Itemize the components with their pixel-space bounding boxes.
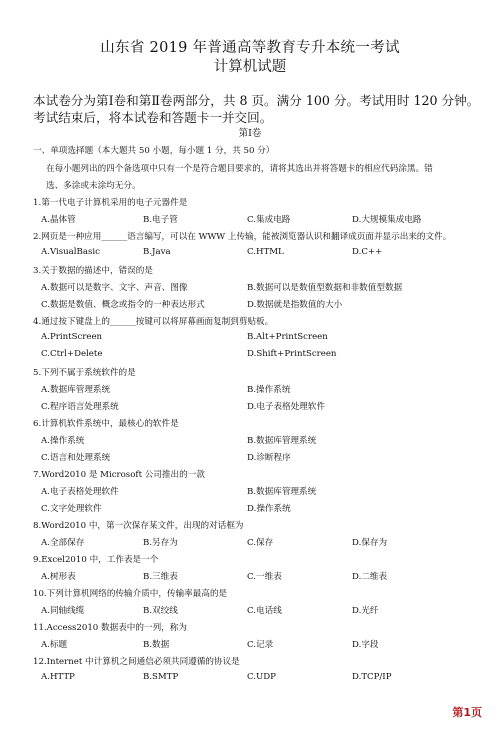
option-a: A.全部保存 <box>41 538 85 548</box>
option-b: B.数据可以是数值型数据和非数值型数据 <box>247 283 403 293</box>
intro-line: 考试结束后，将本试卷和答题卡一并交回。 <box>33 110 273 125</box>
option-d: D.TCP/IP <box>352 672 392 682</box>
option-a: A.数据库管理系统 <box>41 385 111 395</box>
question-stem: 11.Access2010 数据表中的一列，称为 <box>33 623 187 633</box>
question-stem: 12.Internet 中计算机之间通信必须共同遵循的协议是 <box>33 657 240 667</box>
option-c: C.保存 <box>247 538 274 548</box>
intro-line: 本试卷分为第Ⅰ卷和第Ⅱ卷两部分，共 8 页。满分 100 分。考试用时 120 分钟。 <box>33 93 480 108</box>
option-d: D.大规模集成电路 <box>352 215 422 225</box>
option-b: B.三维表 <box>143 572 178 582</box>
question-stem: 3.关于数据的描述中，错误的是 <box>33 266 153 276</box>
option-a: A.VisualBasic <box>41 247 100 257</box>
page-number: 第1页 <box>452 706 482 719</box>
option-d: D.二维表 <box>352 572 388 582</box>
option-c: C.电话线 <box>247 606 282 616</box>
option-b: B.数据 <box>143 640 170 650</box>
option-a: A.同轴线缆 <box>41 606 85 616</box>
option-a: A.标题 <box>41 640 68 650</box>
option-d: D.光纤 <box>352 606 379 616</box>
option-d: D.保存为 <box>352 538 388 548</box>
option-b: B.数据库管理系统 <box>247 436 317 446</box>
option-b: B.SMTP <box>143 672 179 682</box>
instructions-line: 在每小题列出的四个备选项中只有一个是符合题目要求的，请将其选出并将答题卡的相应代码涂黑。错 <box>46 164 433 174</box>
question-stem: 4.通过按下键盘上的______按键可以将屏幕画面复制到剪贴板。 <box>33 317 274 327</box>
option-b: B.另存为 <box>143 538 178 548</box>
option-a: A.PrintScreen <box>41 332 103 342</box>
option-c: C.HTML <box>247 247 284 257</box>
option-c: C.记录 <box>247 640 274 650</box>
option-b: B.操作系统 <box>247 385 291 395</box>
option-c: C.Ctrl+Delete <box>41 349 103 359</box>
option-c: C.文字处理软件 <box>41 504 102 514</box>
instructions-line: 选、多涂或未涂均无分。 <box>46 181 141 191</box>
option-c: C.数据是数值、概念或指令的一种表达形式 <box>41 300 205 310</box>
option-c: C.程序语言处理系统 <box>41 402 119 412</box>
option-a: A.晶体管 <box>41 215 76 225</box>
question-stem: 5.下列不属于系统软件的是 <box>33 368 136 378</box>
option-d: D.电子表格处理软件 <box>247 402 326 412</box>
option-b: B.数据库管理系统 <box>247 487 317 497</box>
option-d: D.操作系统 <box>247 504 291 514</box>
question-stem: 1.第一代电子计算机采用的电子元器件是 <box>33 198 188 208</box>
option-c: C.UDP <box>247 672 276 682</box>
exam-title: 山东省 2019 年普通高等教育专升本统一考试 <box>100 40 400 56</box>
part-heading: 一、单项选择题（本大题共 50 小题，每小题 1 分，共 50 分） <box>33 146 275 156</box>
question-stem: 7.Word2010 是 Microsoft 公司推出的一款 <box>33 470 205 480</box>
question-stem: 2.网页是一种应用______语言编写，可以在 WWW 上传输，能被浏览器认识和翻译成页面并显示出来的文件。 <box>33 232 452 242</box>
option-b: B.Java <box>143 247 171 257</box>
question-stem: 9.Excel2010 中，工作表是一个 <box>33 555 159 565</box>
option-a: A.树形表 <box>41 572 76 582</box>
section-title: 第Ⅰ卷 <box>238 128 262 139</box>
option-c: C.集成电路 <box>247 215 291 225</box>
option-a: A.数据可以是数字、文字、声音、图像 <box>41 283 188 293</box>
option-d: D.Shift+PrintScreen <box>247 349 337 359</box>
option-b: B.Alt+PrintScreen <box>247 332 328 342</box>
option-a: A.HTTP <box>41 672 75 682</box>
option-a: A.操作系统 <box>41 436 85 446</box>
option-b: B.电子管 <box>143 215 178 225</box>
option-d: D.数据就是指数值的大小 <box>247 300 343 310</box>
option-d: D.C++ <box>352 247 383 257</box>
option-b: B.双绞线 <box>143 606 178 616</box>
question-stem: 10.下列计算机网络的传输介质中，传输率最高的是 <box>33 589 228 599</box>
option-a: A.电子表格处理软件 <box>41 487 119 497</box>
option-d: D.字段 <box>352 640 379 650</box>
question-stem: 6.计算机软件系统中，最核心的软件是 <box>33 419 179 429</box>
question-stem: 8.Word2010 中，第一次保存某文件，出现的对话框为 <box>33 521 244 531</box>
option-c: C.语言和处理系统 <box>41 453 111 463</box>
exam-subtitle: 计算机试题 <box>213 59 287 75</box>
option-d: D.诊断程序 <box>247 453 291 463</box>
option-c: C.一维表 <box>247 572 282 582</box>
